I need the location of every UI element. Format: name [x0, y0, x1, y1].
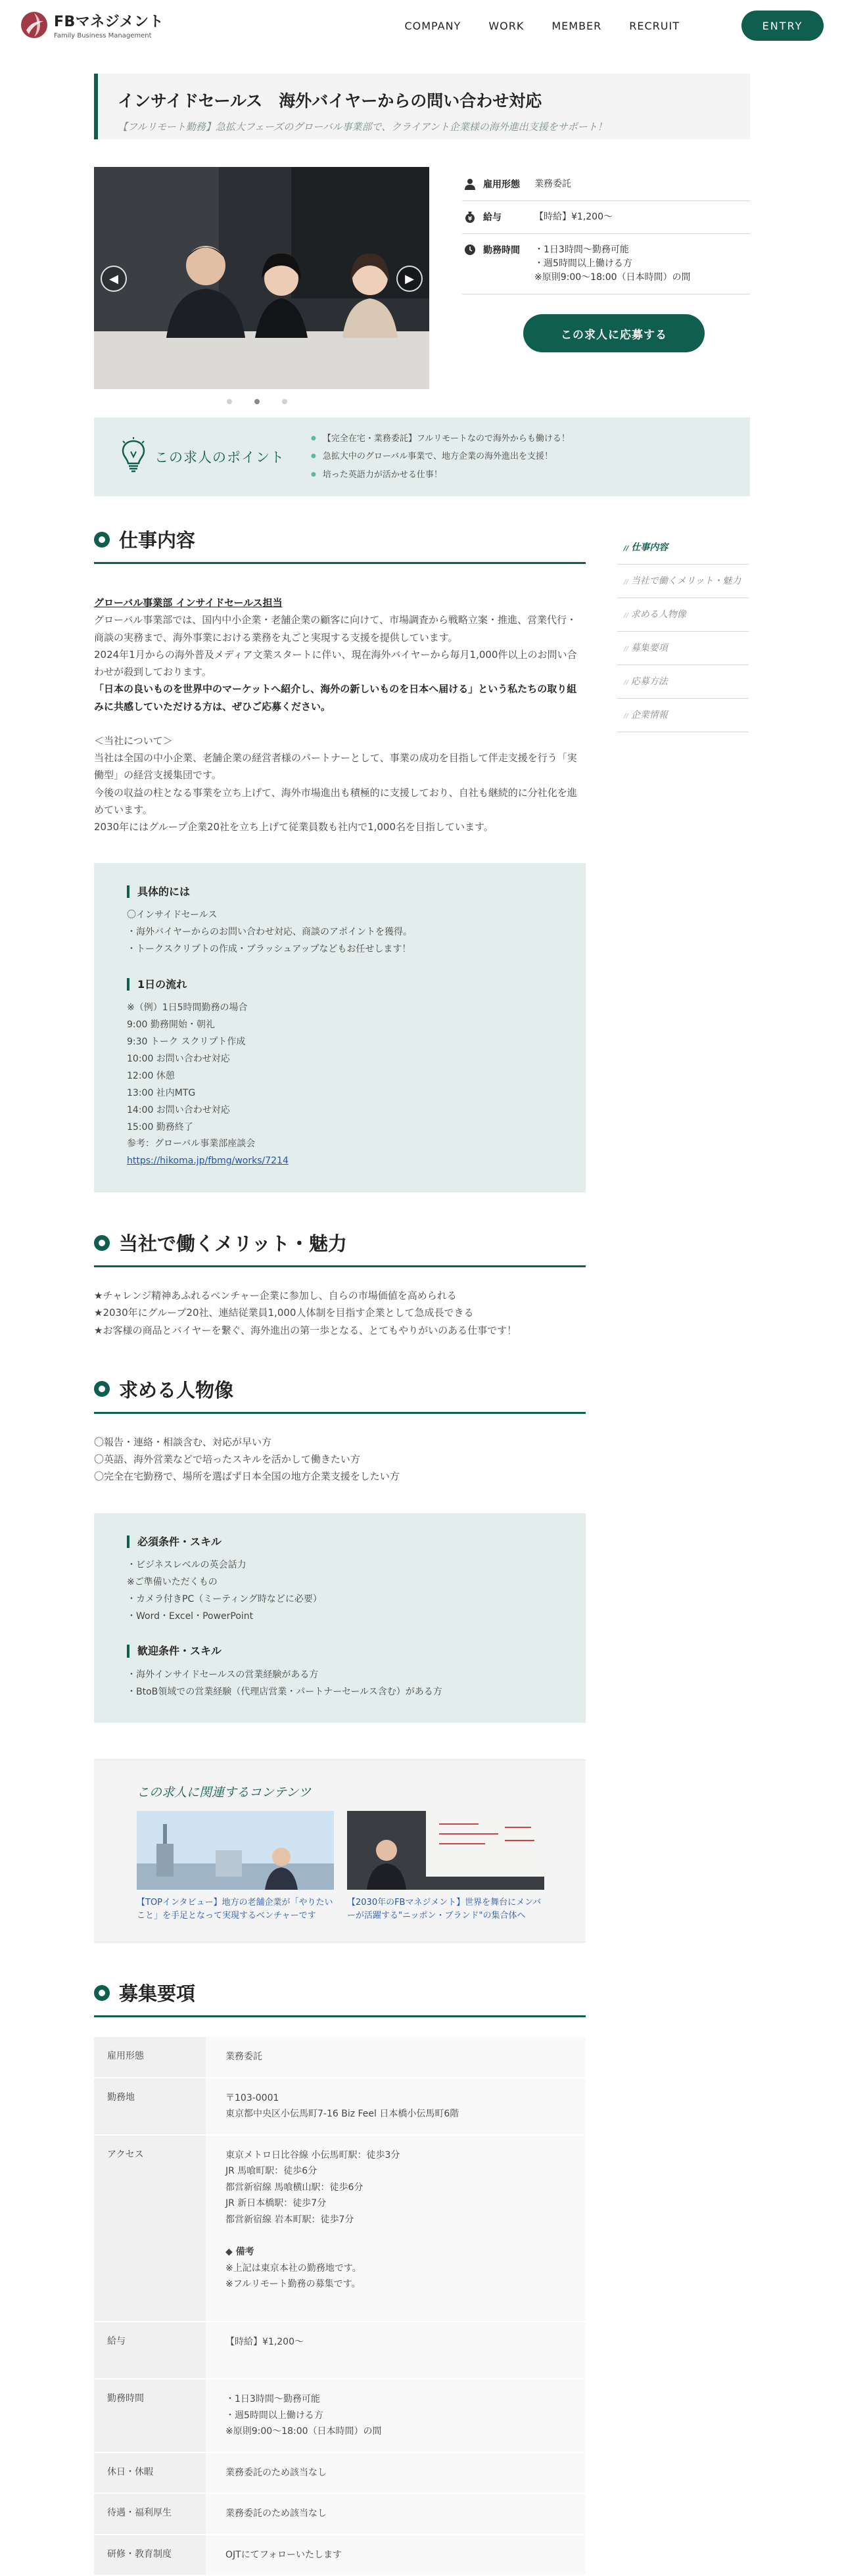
requirement-line: 都営新宿線 岩本町駅：徒歩7分 [225, 2214, 354, 2225]
section-title-text: 募集要項 [119, 1982, 196, 2005]
requirement-value [206, 2135, 586, 2322]
table-row [94, 2037, 586, 2078]
list-item: ● 【完全在宅・業務委託】フルリモートなので海外からも働ける！ [311, 430, 570, 448]
table-row [94, 2535, 586, 2576]
slider-dots [227, 399, 287, 404]
requirement-line: ◆ 備考 [225, 2247, 254, 2258]
requirement-line: 東京都中央区小伝馬町7-16 Biz Feel 日本橋小伝馬町6階 [225, 2109, 459, 2120]
logo-title: FBマネジメント [54, 14, 164, 30]
photo-slider [94, 167, 429, 389]
points-list [311, 430, 570, 484]
sidebar-item-requirements[interactable]: // 募集要項 [617, 632, 749, 665]
job-subtitle: 【フルリモート勤務】急拡大フェーズのグローバル事業部で、クライアント企業様の海外進出支援をサポート！ [118, 121, 607, 133]
list-item: 〇完全在宅勤務で、場所を選ばず日本全国の地方企業支援をしたい方 [94, 1470, 400, 1483]
box-list [127, 907, 553, 958]
table-row [94, 2322, 586, 2379]
section-bullet-icon [94, 1235, 110, 1251]
requirement-label: 待遇・福利厚生 [94, 2493, 206, 2535]
related-card[interactable] [137, 1811, 334, 1922]
box-heading: 1日の流れ [127, 978, 553, 991]
slider-dot-active[interactable] [254, 399, 260, 404]
box-list [127, 1000, 553, 1170]
work-detail-box [94, 863, 586, 1192]
related-card-link[interactable]: 【2030年のFBマネジメント】世界を舞台にメンバーが活躍する"ニッポン・ブランド"の集合体へ [347, 1898, 542, 1921]
main-content [94, 526, 586, 2576]
summary-row-employment [462, 168, 750, 201]
sidebar-item-work[interactable]: // 仕事内容 [617, 531, 749, 565]
list-item: 9:00 勤務開始・朝礼 [127, 1019, 215, 1031]
apply-button[interactable]: この求人に応募する [523, 314, 705, 352]
requirement-value [206, 2535, 586, 2576]
requirement-label: アクセス [94, 2135, 206, 2322]
list-item: ・海外インサイドセールスの営業経験がある方 [127, 1669, 319, 1680]
list-item: ● 培った英語力が活かせる仕事！ [311, 466, 570, 484]
list-item: ・海外バイヤーからのお問い合わせ対応、商談のアポイントを獲得。 [127, 927, 412, 938]
section-title-merit [94, 1229, 586, 1267]
section-bullet-icon [94, 1985, 110, 2001]
job-points [94, 417, 750, 496]
site-logo[interactable] [20, 11, 164, 39]
requirement-line: ※原則9:00〜18:00（日本時間）の間 [225, 2426, 382, 2437]
requirement-label: 勤務時間 [94, 2379, 206, 2452]
list-item: ・ビジネスレベルの英会話力 [127, 1559, 246, 1570]
box-heading: 具体的には [127, 885, 553, 898]
sidebar-item-company[interactable]: // 企業情報 [617, 699, 749, 732]
list-item: 14:00 お問い合わせ対応 [127, 1104, 230, 1115]
requirement-label: 休日・休暇 [94, 2452, 206, 2494]
related-card-image [137, 1811, 334, 1890]
table-row [94, 2493, 586, 2535]
job-title-box [94, 74, 750, 139]
requirement-label: 雇用形態 [94, 2037, 206, 2078]
section-title-requirements [94, 1979, 586, 2017]
list-item: ● 急拡大中のグローバル事業で、地方企業の海外進出を支援！ [311, 448, 570, 465]
requirement-line: 〒103-0001 [225, 2092, 279, 2103]
requirement-line [225, 2350, 566, 2366]
entry-button[interactable]: ENTRY [741, 11, 824, 41]
requirement-line: ・1日3時間〜勤務可能 [225, 2394, 320, 2405]
reference-link[interactable]: https://hikoma.jp/fbmg/works/7214 [127, 1156, 289, 1167]
money-bag-icon [463, 210, 477, 223]
section-title-work [94, 526, 586, 564]
requirement-value [206, 2452, 586, 2494]
work-paragraph: グローバル事業部では、国内中小企業・老舗企業の顧客に向けて、市場調査から戦略立案・推進、営業代行・商談の実務まで、海外事業における業務を丸ごと実現する支援を提供しています。 [94, 614, 576, 644]
box-heading: 歓迎条件・スキル [127, 1645, 553, 1657]
list-item: 〇報告・連絡・相談含む、対応が早い方 [94, 1436, 272, 1448]
section-bullet-icon [94, 1381, 110, 1397]
list-item: 9:30 トーク スクリプト作成 [127, 1037, 246, 1048]
slide-photo [94, 167, 429, 389]
requirement-line: JR 新日本橋駅：徒歩7分 [225, 2198, 327, 2209]
points-label: この求人のポイント [154, 450, 285, 465]
merit-list [94, 1287, 586, 1339]
list-item: 〇インサイドセールス [127, 910, 218, 921]
slider-dot[interactable] [227, 399, 232, 404]
section-title-text: 当社で働くメリット・魅力 [119, 1232, 347, 1255]
requirement-line: JR 馬喰町駅：徒歩6分 [225, 2166, 317, 2177]
table-row [94, 2135, 586, 2322]
requirement-line: ※フルリモート勤務の募集です。 [225, 2279, 361, 2290]
work-dept-heading: グローバル事業部 インサイドセールス担当 [94, 597, 283, 609]
nav-company[interactable]: COMPANY [404, 20, 461, 32]
requirement-line: OJTにてフォローいたします [225, 2549, 342, 2560]
sidebar-item-merit[interactable]: // 当社で働くメリット・魅力 [617, 565, 749, 598]
requirement-line [225, 2293, 566, 2309]
nav-recruit[interactable]: RECRUIT [629, 20, 680, 32]
section-title-text: 求める人物像 [119, 1378, 234, 1401]
requirement-line: 業務委託のため該当なし [225, 2467, 327, 2478]
nav-member[interactable]: MEMBER [551, 20, 602, 32]
requirement-label: 給与 [94, 2322, 206, 2379]
work-paragraph-bold: 「日本の良いものを世界中のマーケットへ紹介し、海外の新しいものを日本へ届ける」という私たちの取り組みに共感していただける方は、ぜひご応募ください。 [94, 683, 577, 713]
person-icon [463, 177, 477, 191]
logo-mark-icon [20, 11, 49, 39]
work-paragraph: 2024年1月からの海外普及メディア文業スタートに伴い、現在海外バイヤーから毎月1,000件以上のお問い合わせが殺到しております。 [94, 648, 577, 678]
job-title: インサイドセールス 海外バイヤーからの問い合わせ対応 [118, 91, 542, 110]
list-item: 10:00 お問い合わせ対応 [127, 1053, 230, 1064]
sidebar-item-person[interactable]: // 求める人物像 [617, 598, 749, 632]
requirement-line [225, 2228, 566, 2244]
about-paragraph: 2030年にはグループ企業20社を立ち上げて従業員数も社内で1,000名を目指しています。 [94, 821, 494, 833]
requirement-value [206, 2493, 586, 2535]
list-item: ★お客様の商品とバイヤーを繋ぐ、海外進出の第一歩となる、とてもやりがいのある仕事です！ [94, 1324, 517, 1336]
box-list [127, 1667, 553, 1701]
requirement-label: 勤務地 [94, 2078, 206, 2135]
about-paragraph: 当社は全国の中小企業、老舗企業の経営者様のパートナーとして、事業の成功を目指して伴走支援を行う「実働型」の経営支援集団です。 [94, 752, 577, 782]
list-item: ★チャレンジ精神あふれるベンチャー企業に参加し、自らの市場価値を高められる [94, 1290, 457, 1302]
list-item: 参考：グローバル事業部座談会 [127, 1138, 256, 1150]
summary-value: 業務委託 [534, 179, 571, 189]
about-heading: ＜当社について＞ [94, 734, 173, 747]
requirement-line: ・週5時間以上働ける方 [225, 2410, 323, 2421]
requirement-line: 業務委託 [225, 2051, 262, 2063]
requirement-value [206, 2379, 586, 2452]
job-summary [462, 168, 750, 294]
related-card-link[interactable]: 【TOPインタビュー】地方の老舗企業が「やりたいこと」を手足となって実現するベンチャーです [137, 1898, 333, 1921]
requirements-table [94, 2037, 586, 2576]
requirement-line: ※上記は東京本社の勤務地です。 [225, 2262, 362, 2274]
global-nav [404, 20, 680, 32]
sidebar-item-apply[interactable]: // 応募方法 [617, 665, 749, 699]
site-header [0, 0, 844, 53]
slider-next-button[interactable]: ▶ [396, 266, 423, 292]
slider-dot[interactable] [282, 399, 287, 404]
list-item: 〇英語、海外営業などで培ったスキルを活かして働きたい方 [94, 1453, 360, 1466]
list-item: ※（例）1日5時間勤務の場合 [127, 1002, 248, 1014]
table-row [94, 2078, 586, 2135]
related-card[interactable] [347, 1811, 544, 1922]
list-item: ・トークスクリプトの作成・ブラッシュアップなどもお任せします！ [127, 944, 411, 955]
list-item: 15:00 勤務終了 [127, 1121, 193, 1133]
work-description [94, 594, 586, 835]
summary-row-salary [462, 201, 750, 234]
table-row [94, 2379, 586, 2452]
related-title: この求人に関連するコンテンツ [137, 1785, 312, 1800]
requirement-label: 研修・教育制度 [94, 2535, 206, 2576]
summary-label: 勤務時間 [483, 245, 520, 256]
lightbulb-icon [120, 437, 147, 477]
summary-value-line: ※原則9:00〜18:00（日本時間）の間 [534, 272, 691, 283]
box-heading: 必須条件・スキル [127, 1535, 553, 1548]
slider-prev-button[interactable]: ◀ [101, 266, 127, 292]
about-paragraph: 今後の収益の柱となる事業を立ち上げて、海外市場進出も積極的に支援しており、自社も継続的に分社化を進めています。 [94, 786, 577, 816]
summary-label: 雇用形態 [483, 179, 520, 190]
clock-icon [463, 243, 477, 256]
summary-label: 給与 [483, 212, 502, 223]
list-item: ★2030年にグループ20社、連結従業員1,000人体制を目指す企業として急成長できる [94, 1307, 474, 1319]
page-sidebar [617, 531, 749, 732]
related-contents [94, 1760, 586, 1942]
summary-row-hours [462, 234, 750, 294]
related-card-image [347, 1811, 544, 1890]
list-item: ・BtoB領域での営業経験（代理店営業・パートナーセールス含む）がある方 [127, 1686, 442, 1697]
requirement-line: 都営新宿線 馬喰横山駅：徒歩6分 [225, 2182, 363, 2193]
summary-value: 【時給】¥1,200〜 [534, 212, 613, 222]
svg-text:¥: ¥ [467, 216, 473, 223]
list-item: 12:00 休憩 [127, 1070, 175, 1081]
person-list [94, 1434, 586, 1486]
requirement-line: 東京メトロ日比谷線 小伝馬町駅：徒歩3分 [225, 2149, 400, 2161]
section-title-person [94, 1376, 586, 1414]
box-list [127, 1557, 553, 1626]
list-item: 13:00 社内MTG [127, 1087, 196, 1098]
summary-value-line: ・週5時間以上働ける方 [534, 258, 632, 269]
nav-work[interactable]: WORK [488, 20, 525, 32]
requirement-value [206, 2078, 586, 2135]
list-item: ・Word・Excel・PowerPoint [127, 1610, 254, 1622]
section-bullet-icon [94, 532, 110, 548]
logo-subtitle: Family Business Management [54, 32, 152, 39]
requirement-value [206, 2037, 586, 2078]
requirement-line: 業務委託のため該当なし [225, 2508, 327, 2519]
skill-box [94, 1513, 586, 1723]
table-row [94, 2452, 586, 2494]
requirement-line: 【時給】¥1,200〜 [225, 2336, 304, 2347]
section-title-text: 仕事内容 [119, 529, 196, 551]
summary-value-line: ・1日3時間〜勤務可能 [534, 245, 629, 255]
list-item: ・カメラ付きPC（ミーティング時などに必要） [127, 1593, 322, 1604]
requirement-value [206, 2322, 586, 2379]
list-item: ※ご準備いただくもの [127, 1576, 218, 1587]
